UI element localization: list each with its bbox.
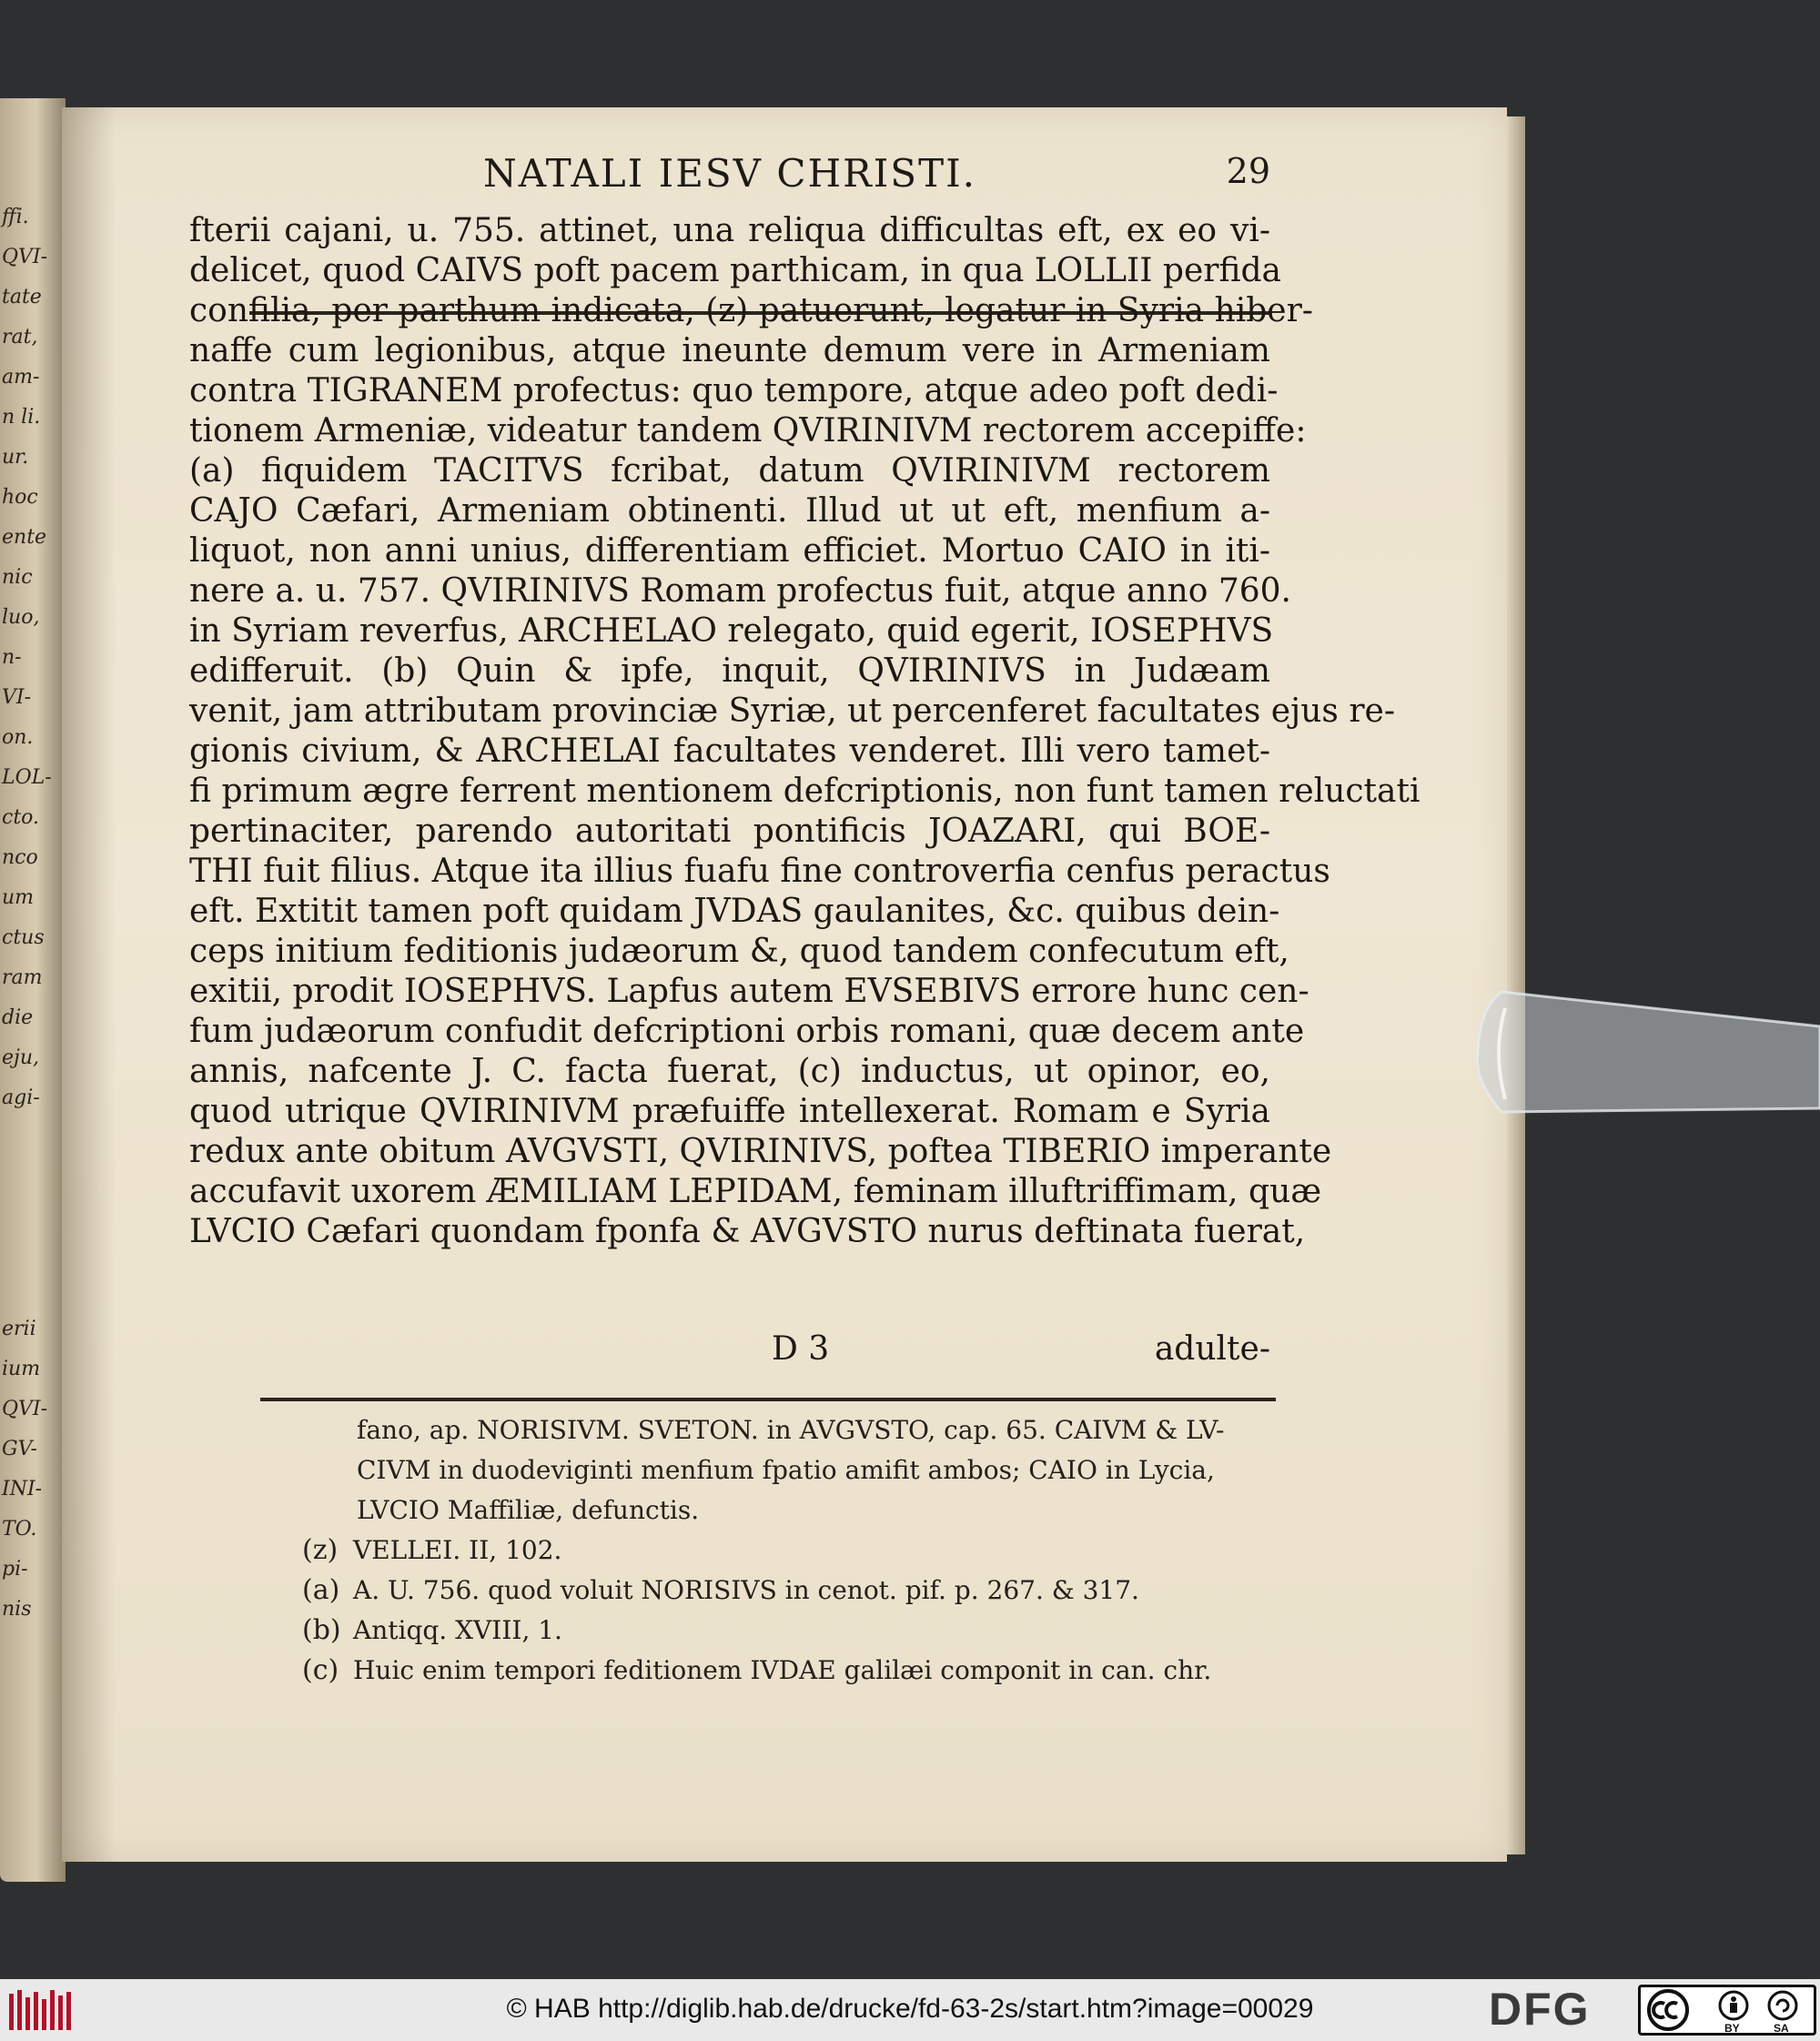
cc-icon bbox=[1649, 1991, 1687, 2029]
footnote-text: Huic enim tempori feditionem IVDAE galilæi componit in can. chr. bbox=[353, 1655, 1212, 1685]
left-page-fragment: LOL- bbox=[2, 766, 52, 789]
left-page-fragment: ram bbox=[2, 966, 43, 989]
page-number: 29 bbox=[1226, 151, 1270, 191]
main-text-block bbox=[189, 211, 1421, 1252]
page-clip bbox=[1465, 972, 1820, 1136]
sa-icon bbox=[1769, 1992, 1796, 2019]
footnote-continuation-line: LVCIO Maffiliæ, defunctis. bbox=[357, 1495, 700, 1525]
footnote-list bbox=[189, 1531, 1281, 1691]
footnote-item bbox=[189, 1531, 1281, 1571]
footnote-item bbox=[189, 1611, 1281, 1651]
dfg-logo: DFG bbox=[1489, 1984, 1591, 2035]
left-page-fragment: eju, bbox=[2, 1046, 40, 1069]
left-page-fragment: GV- bbox=[2, 1438, 37, 1460]
signature-mark: D 3 bbox=[772, 1330, 830, 1368]
footnote-mark: (c) bbox=[302, 1654, 339, 1686]
footnote-text: A. U. 756. quod voluit NORISIVS in cenot. pif. p. 267. & 317. bbox=[353, 1575, 1139, 1605]
left-page-fragment: nic bbox=[2, 566, 33, 589]
footnote-rule bbox=[260, 1398, 1276, 1401]
text-line: annis, nafcente J. C. facta fuerat, (c) inductus, ut opinor, eo, bbox=[189, 1053, 1270, 1090]
text-line: CAJO Cæfari, Armeniam obtinenti. Illud ut ut eft, menfium a- bbox=[189, 492, 1270, 530]
text-line: (a) fiquidem TACITVS fcribat, datum QVIRINIVM rectorem bbox=[189, 452, 1270, 490]
text-line: pertinaciter, parendo autoritati pontificis JOAZARI, qui BOE- bbox=[189, 813, 1270, 850]
left-page-fragment: hoc bbox=[2, 486, 38, 509]
left-page-fragment: am- bbox=[2, 366, 40, 389]
footnote-continuation-line: fano, ap. NORISIVM. SVETON. in AVGVSTO, cap. 65. CAIVM & LV- bbox=[357, 1415, 1225, 1445]
text-line: delicet, quod CAIVS poft pacem parthicam, in qua LOLLII perfida bbox=[189, 252, 1281, 289]
text-line: venit, jam attributam provinciæ Syriæ, ut percenferet facultates ejus re- bbox=[189, 692, 1396, 730]
left-page-fragment: die bbox=[2, 1006, 34, 1029]
license-label-sa: SA bbox=[1774, 2022, 1789, 2035]
text-line: fi primum ægre ferrent mentionem defcriptionis, non funt tamen reluctati bbox=[189, 773, 1421, 810]
text-line: edifferuit. (b) Quin & ipfe, inquit, QVIRINIVS in Judæam bbox=[189, 652, 1270, 690]
left-page-fragment: nco bbox=[2, 846, 38, 869]
left-page-fragment: ur. bbox=[2, 446, 29, 469]
text-line: redux ante obitum AVGVSTI, QVIRINIVS, poftea TIBERIO imperante bbox=[189, 1133, 1332, 1170]
left-page-fragment: luo, bbox=[2, 606, 40, 629]
text-line: gionis civium, & ARCHELAI facultates venderet. Illi vero tamet- bbox=[189, 733, 1270, 770]
text-line: tionem Armeniæ, videatur tandem QVIRINIVM rectorem accepiffe: bbox=[189, 412, 1307, 450]
text-line: ceps initium feditionis judæorum &, quod tandem confecutum eft, bbox=[189, 933, 1289, 970]
footnotes-block bbox=[189, 1410, 1281, 1691]
text-line: contra TIGRANEM profectus: quo tempore, atque adeo poft dedi- bbox=[189, 372, 1279, 409]
left-page-fragment: TO. bbox=[2, 1518, 37, 1541]
footnote-item bbox=[189, 1651, 1281, 1691]
footnote-continuation bbox=[189, 1410, 1281, 1531]
text-line: in Syriam reverfus, ARCHELAO relegato, quid egerit, IOSEPHVS bbox=[189, 612, 1274, 650]
footnote-text: VELLEI. II, 102. bbox=[353, 1535, 562, 1565]
text-line: accufavit uxorem ÆMILIAM LEPIDAM, feminam illuftriffimam, quæ bbox=[189, 1173, 1322, 1210]
attribution-link[interactable]: © HAB http://diglib.hab.de/drucke/fd-63-2s/start.htm?image=00029 bbox=[506, 1994, 1314, 2024]
catchword: adulte- bbox=[1154, 1330, 1270, 1368]
left-page-fragment: erii bbox=[2, 1318, 36, 1340]
left-page-fragment: um bbox=[2, 886, 35, 909]
cc-license-badge[interactable] bbox=[1638, 1985, 1816, 2036]
left-page-fragment: n li. bbox=[2, 406, 41, 429]
footnote-item bbox=[189, 1571, 1281, 1611]
left-page-fragment: QVI- bbox=[2, 1398, 48, 1420]
left-page-fragment: tate bbox=[2, 286, 42, 308]
by-icon bbox=[1720, 1992, 1747, 2019]
left-page-fragment: ium bbox=[2, 1358, 41, 1380]
footer-bar bbox=[0, 1979, 1820, 2041]
page-header bbox=[189, 151, 1270, 206]
left-page-fragment: on. bbox=[2, 726, 34, 749]
left-page-fragment: pi- bbox=[2, 1558, 28, 1581]
left-facing-page bbox=[0, 98, 66, 1882]
footnote-continuation-line: CIVM in duodeviginti menfium fpatio amifit ambos; CAIO in Lycia, bbox=[357, 1455, 1215, 1485]
left-page-fragment: nis bbox=[2, 1598, 32, 1621]
text-line: eft. Extitit tamen poft quidam JVDAS gaulanites, &c. quibus dein- bbox=[189, 893, 1280, 930]
left-page-fragment: agi- bbox=[2, 1086, 40, 1109]
left-page-fragment: rat, bbox=[2, 326, 38, 349]
left-page-fragment: ctus bbox=[2, 926, 45, 949]
text-line: fterii cajani, u. 755. attinet, una reliqua difficultas eft, ex eo vi- bbox=[189, 212, 1270, 249]
text-line: LVCIO Cæfari quondam fponfa & AVGVSTO nurus deftinata fuerat, bbox=[189, 1213, 1306, 1250]
footnote-text: Antiqq. XVIII, 1. bbox=[353, 1615, 562, 1645]
signature-row bbox=[189, 1330, 1270, 1370]
left-page-fragment: QVI- bbox=[2, 246, 48, 268]
footnote-mark: (a) bbox=[302, 1574, 340, 1606]
text-line: exitii, prodit IOSEPHVS. Lapfus autem EVSEBIVS errore hunc cen- bbox=[189, 973, 1309, 1010]
left-page-fragment: ffi. bbox=[2, 206, 29, 228]
text-line: nere a. u. 757. QVIRINIVS Romam profectus fuit, atque anno 760. bbox=[189, 572, 1291, 610]
footnote-mark: (b) bbox=[302, 1614, 341, 1646]
left-page-fragment: INI- bbox=[2, 1478, 43, 1500]
footnote-mark: (z) bbox=[302, 1534, 339, 1566]
left-page-fragment: n- bbox=[2, 646, 22, 669]
text-line: fum judæorum confudit defcriptioni orbis romani, quæ decem ante bbox=[189, 1013, 1305, 1050]
text-line: naffe cum legionibus, atque ineunte demum vere in Armeniam bbox=[189, 332, 1270, 369]
text-line: confilia, per parthum indicata, (z) patuerunt, legatur in Syria hiber- bbox=[189, 292, 1313, 329]
gutter-shadow bbox=[62, 107, 116, 1862]
left-page-fragment: VI- bbox=[2, 686, 32, 709]
left-page-fragment: ente bbox=[2, 526, 47, 549]
text-line: liquot, non anni unius, differentiam efficiet. Mortuo CAIO in iti- bbox=[189, 532, 1270, 570]
left-page-fragment: cto. bbox=[2, 806, 40, 829]
text-line: quod utrique QVIRINIVM præfuiffe intellexerat. Romam e Syria bbox=[189, 1093, 1270, 1130]
license-label-by: BY bbox=[1724, 2022, 1740, 2035]
text-line: THI fuit filius. Atque ita illius fuafu fine controverfia cenfus peractus bbox=[189, 853, 1330, 890]
running-title: NATALI IESV CHRISTI. bbox=[482, 151, 977, 196]
